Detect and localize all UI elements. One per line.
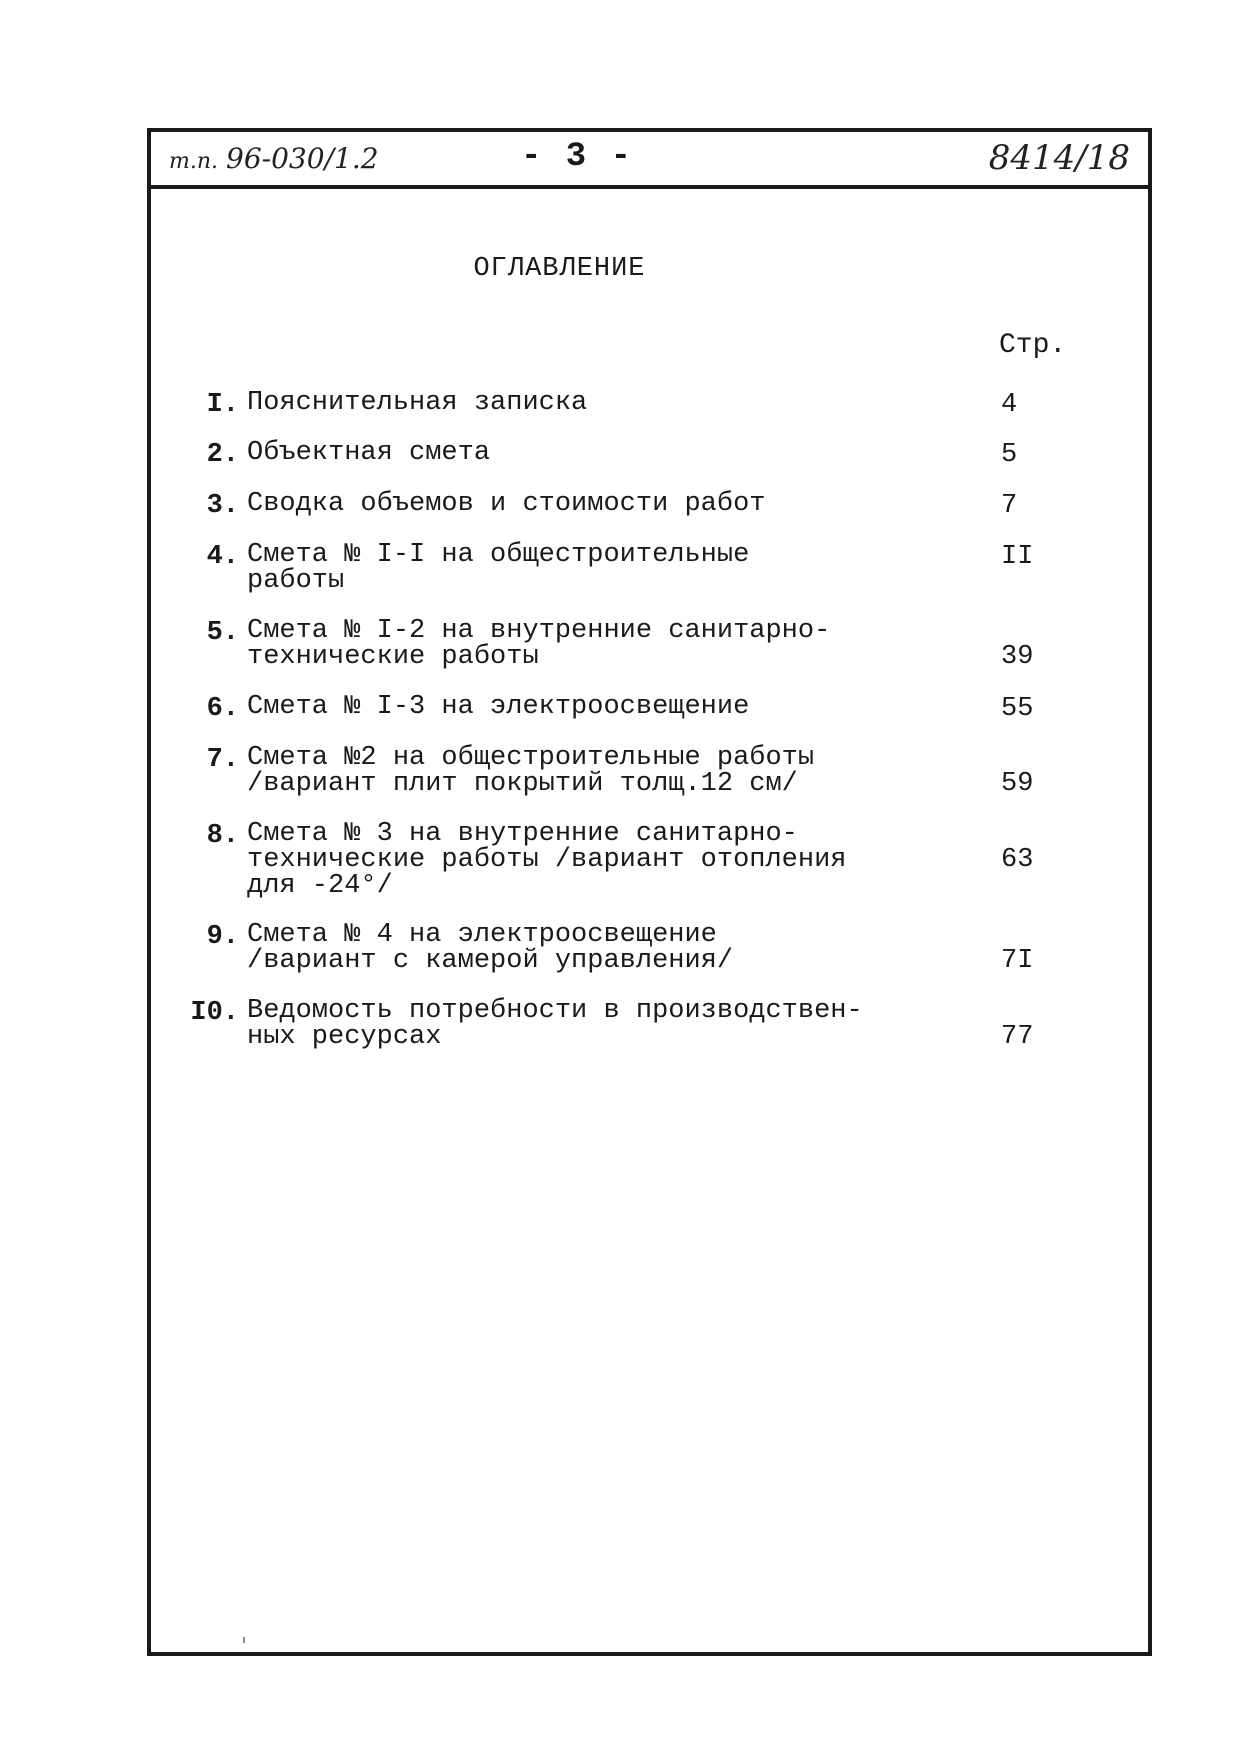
toc-item-title: Ведомость потребности в производствен- ных ресурсах <box>247 996 863 1052</box>
doc-prefix: т.п. <box>169 149 219 174</box>
scan-mark <box>243 1637 245 1643</box>
toc-item-page: 7I <box>1001 946 1034 976</box>
toc-item-page: 77 <box>1001 1022 1034 1052</box>
toc-item-number: 4. <box>206 542 239 572</box>
toc-item-page: 4 <box>1001 390 1018 420</box>
toc-item-number: I0. <box>190 998 239 1028</box>
toc-item-page: 7 <box>1001 491 1018 521</box>
toc-item-title: Смета № I-I на общестроительные работы <box>247 540 750 596</box>
toc-item-number: 9. <box>206 922 239 952</box>
toc-item-number: 3. <box>206 491 239 521</box>
toc-item-number: 8. <box>206 821 239 851</box>
toc-item-number: 2. <box>206 440 239 470</box>
toc-item-title: Смета №2 на общестроительные работы /вариант плит покрытий толщ.12 см/ <box>247 743 815 799</box>
doc-code <box>169 142 379 175</box>
page-title: ОГЛАВЛЕНИЕ <box>473 254 646 284</box>
toc-item-number: 7. <box>206 745 239 775</box>
archive-number: 8414/18 <box>988 138 1130 178</box>
toc-item-page: 59 <box>1001 769 1034 799</box>
page-marker: - 3 - <box>521 138 634 176</box>
toc-item-title: Пояснительная записка <box>247 388 588 418</box>
toc-item-number: 6. <box>206 694 239 724</box>
toc-item-number: I. <box>206 390 239 420</box>
toc-item-page: 39 <box>1001 642 1034 672</box>
toc-item-title: Смета № I-2 на внутренние санитарно- технические работы <box>247 616 831 672</box>
header-band <box>151 132 1148 189</box>
toc-item-page: II <box>1001 542 1034 572</box>
toc-item-page: 63 <box>1001 845 1034 875</box>
toc-item-title: Смета № 3 на внутренние санитарно- технические работы /вариант отопления для -24°/ <box>247 819 847 901</box>
toc-item-page: 5 <box>1001 440 1018 470</box>
toc-item-page: 55 <box>1001 694 1034 724</box>
document-frame <box>147 128 1152 1656</box>
toc-item-number: 5. <box>206 618 239 648</box>
toc-item-title: Объектная смета <box>247 438 491 468</box>
doc-code-value: 96-030/1.2 <box>226 142 379 175</box>
toc-item-title: Смета № 4 на электроосвещение /вариант с камерой управления/ <box>247 920 734 976</box>
toc-item-title: Сводка объемов и стоимости работ <box>247 489 766 519</box>
toc-item-title: Смета № I-3 на электроосвещение <box>247 692 750 722</box>
page-column-heading: Стр. <box>999 330 1067 361</box>
